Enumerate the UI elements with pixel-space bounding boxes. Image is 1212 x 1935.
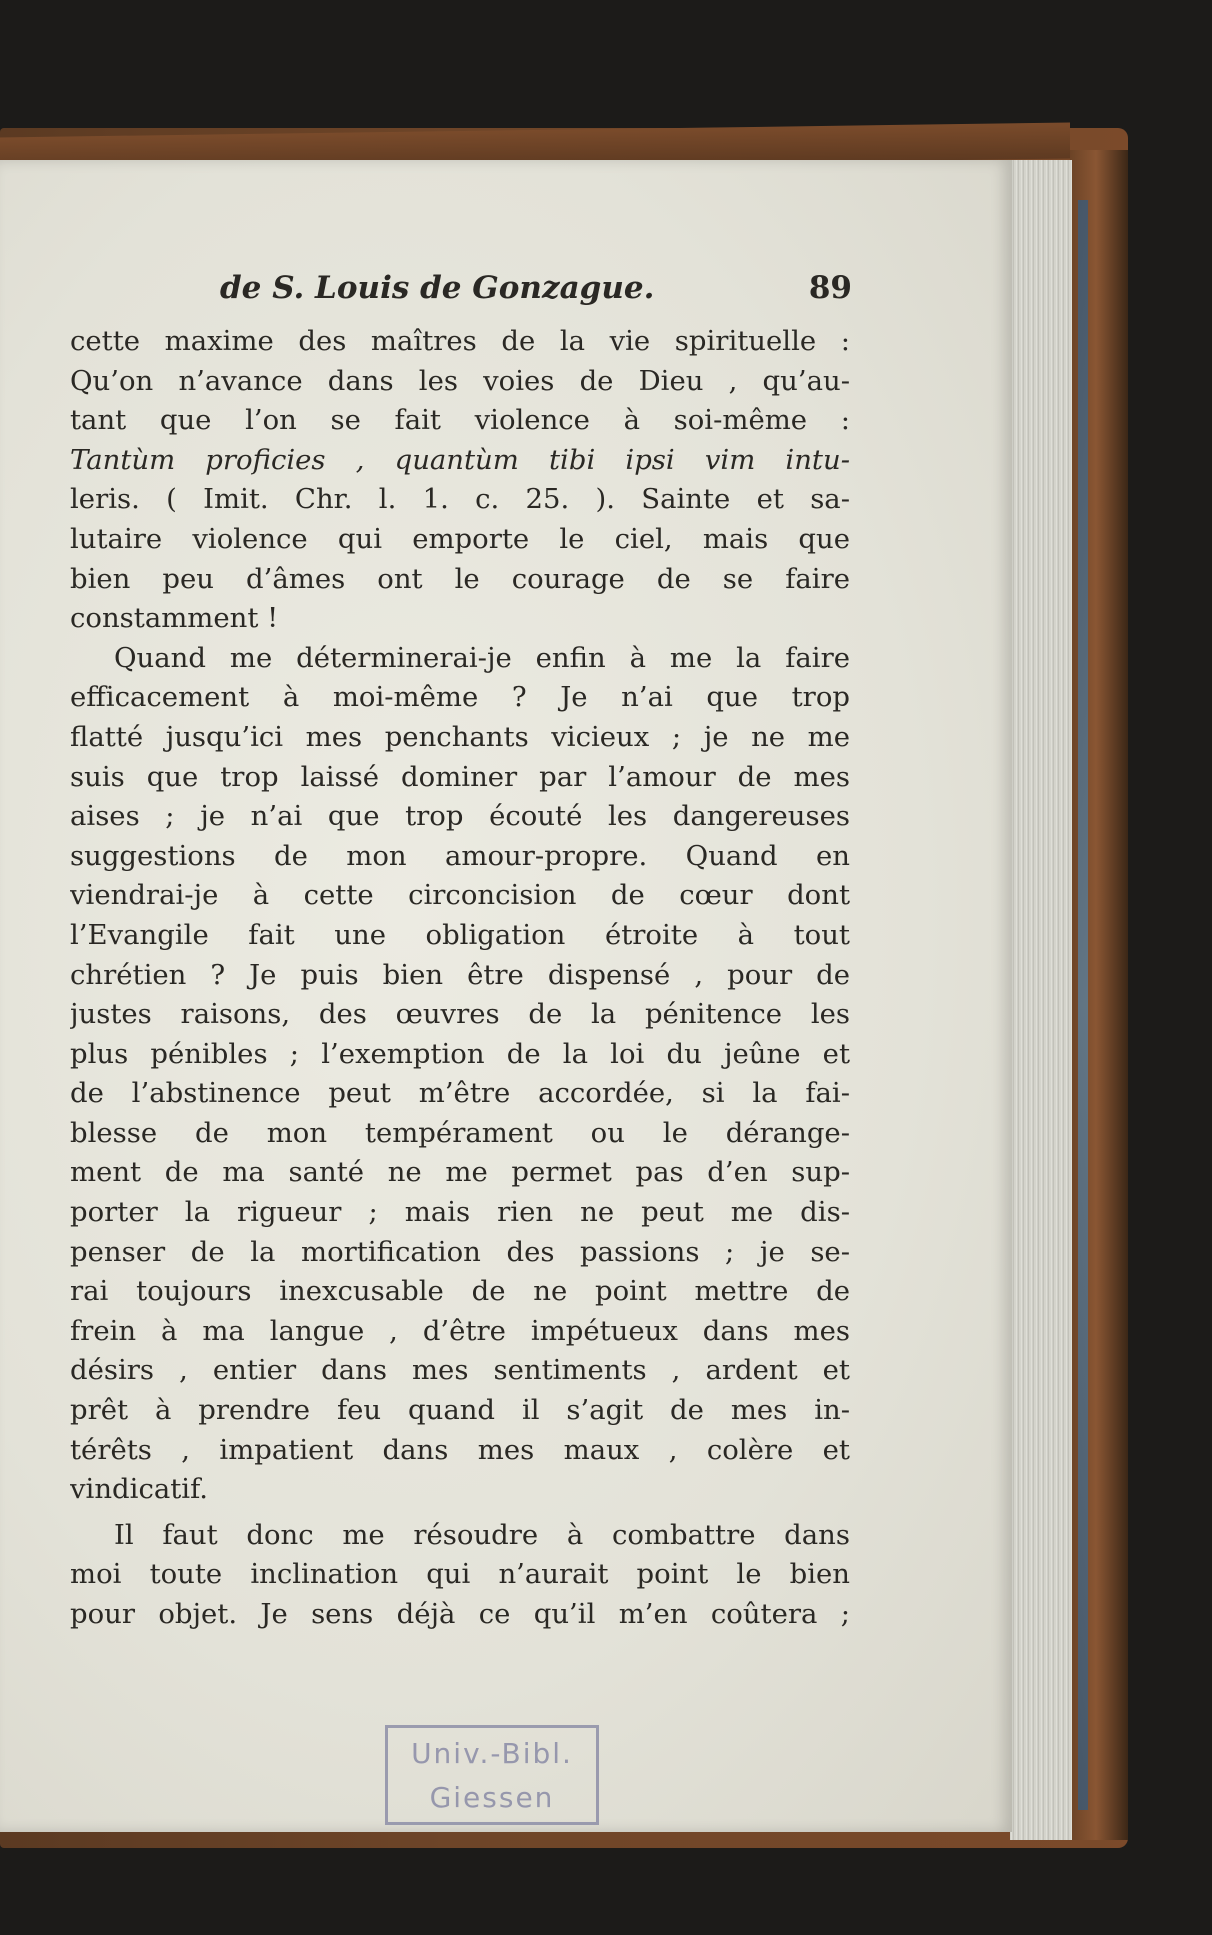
text-line: désirs , entier dans mes sentiments , ardent et	[70, 1354, 850, 1387]
book-page	[0, 160, 1012, 1832]
text-line: flatté jusqu’ici mes penchants vicieux ; je ne me	[70, 720, 850, 753]
paragraph-1	[70, 322, 850, 639]
text-line: l’Evangile fait une obligation étroite à tout	[70, 918, 850, 951]
stamp-line-1: Univ.-Bibl.	[411, 1737, 573, 1770]
library-stamp	[385, 1725, 599, 1825]
text-line: suggestions de mon amour-propre. Quand en	[70, 839, 850, 872]
paragraph-3	[70, 1516, 850, 1635]
text-line: Quand me déterminerai-je enfin à me la faire	[114, 641, 850, 674]
text-line: rai toujours inexcusable de ne point mettre de	[70, 1275, 850, 1308]
text-line: leris. ( Imit. Chr. l. 1. c. 25. ). Sainte et sa-	[70, 483, 850, 516]
text-line: moi toute inclination qui n’aurait point le bien	[70, 1558, 850, 1591]
text-line: Il faut donc me résoudre à combattre dans	[114, 1518, 850, 1551]
text-line: Qu’on n’avance dans les voies de Dieu , qu’au-	[70, 364, 850, 397]
text-line: frein à ma langue , d’être impétueux dans mes	[70, 1314, 850, 1347]
text-line: pour objet. Je sens déjà ce qu’il m’en coûtera ;	[70, 1598, 850, 1630]
running-head: de S. Louis de Gonzague.	[220, 270, 655, 306]
page-edges	[1010, 160, 1072, 1840]
paragraph-2	[70, 639, 850, 1510]
text-line: vindicatif.	[70, 1473, 209, 1506]
text-line: lutaire violence qui emporte le ciel, mais que	[70, 522, 850, 555]
page-text-block	[70, 270, 850, 1635]
text-line: prêt à prendre feu quand il s’agit de mes in-	[70, 1394, 850, 1427]
text-line: ment de ma santé ne me permet pas d’en sup-	[70, 1156, 850, 1189]
text-line: blesse de mon tempérament ou le dérange-	[70, 1116, 850, 1149]
text-line: térêts , impatient dans mes maux , colère et	[70, 1433, 850, 1466]
page-number: 89	[808, 270, 852, 306]
text-line: de l’abstinence peut m’être accordée, si la fai-	[70, 1077, 850, 1110]
stamp-line-2: Giessen	[429, 1781, 555, 1814]
text-line: chrétien ? Je puis bien être dispensé , pour de	[70, 958, 850, 991]
text-line: justes raisons, des œuvres de la pénitence les	[70, 998, 850, 1031]
text-line: porter la rigueur ; mais rien ne peut me dis-	[70, 1196, 850, 1229]
text-line: penser de la mortification des passions ; je se-	[70, 1235, 850, 1268]
text-line: bien peu d’âmes ont le courage de se faire	[70, 562, 850, 595]
text-line: cette maxime des maîtres de la vie spirituelle :	[70, 325, 850, 357]
text-line: efficacement à moi-même ? Je n’ai que trop	[70, 681, 850, 714]
text-line: tant que l’on se fait violence à soi-même :	[70, 404, 850, 437]
book-spine-marbling	[1078, 200, 1088, 1810]
text-line-latin: Tantùm proficies , quantùm tibi ipsi vim intu-	[70, 443, 850, 476]
page-header	[70, 270, 850, 322]
text-line: viendrai-je à cette circoncision de cœur dont	[70, 879, 850, 912]
text-line: constamment !	[70, 602, 279, 635]
text-line: aises ; je n’ai que trop écouté les dangereuses	[70, 800, 850, 833]
text-line: suis que trop laissé dominer par l’amour de mes	[70, 760, 850, 793]
text-line: plus pénibles ; l’exemption de la loi du jeûne et	[70, 1037, 850, 1070]
